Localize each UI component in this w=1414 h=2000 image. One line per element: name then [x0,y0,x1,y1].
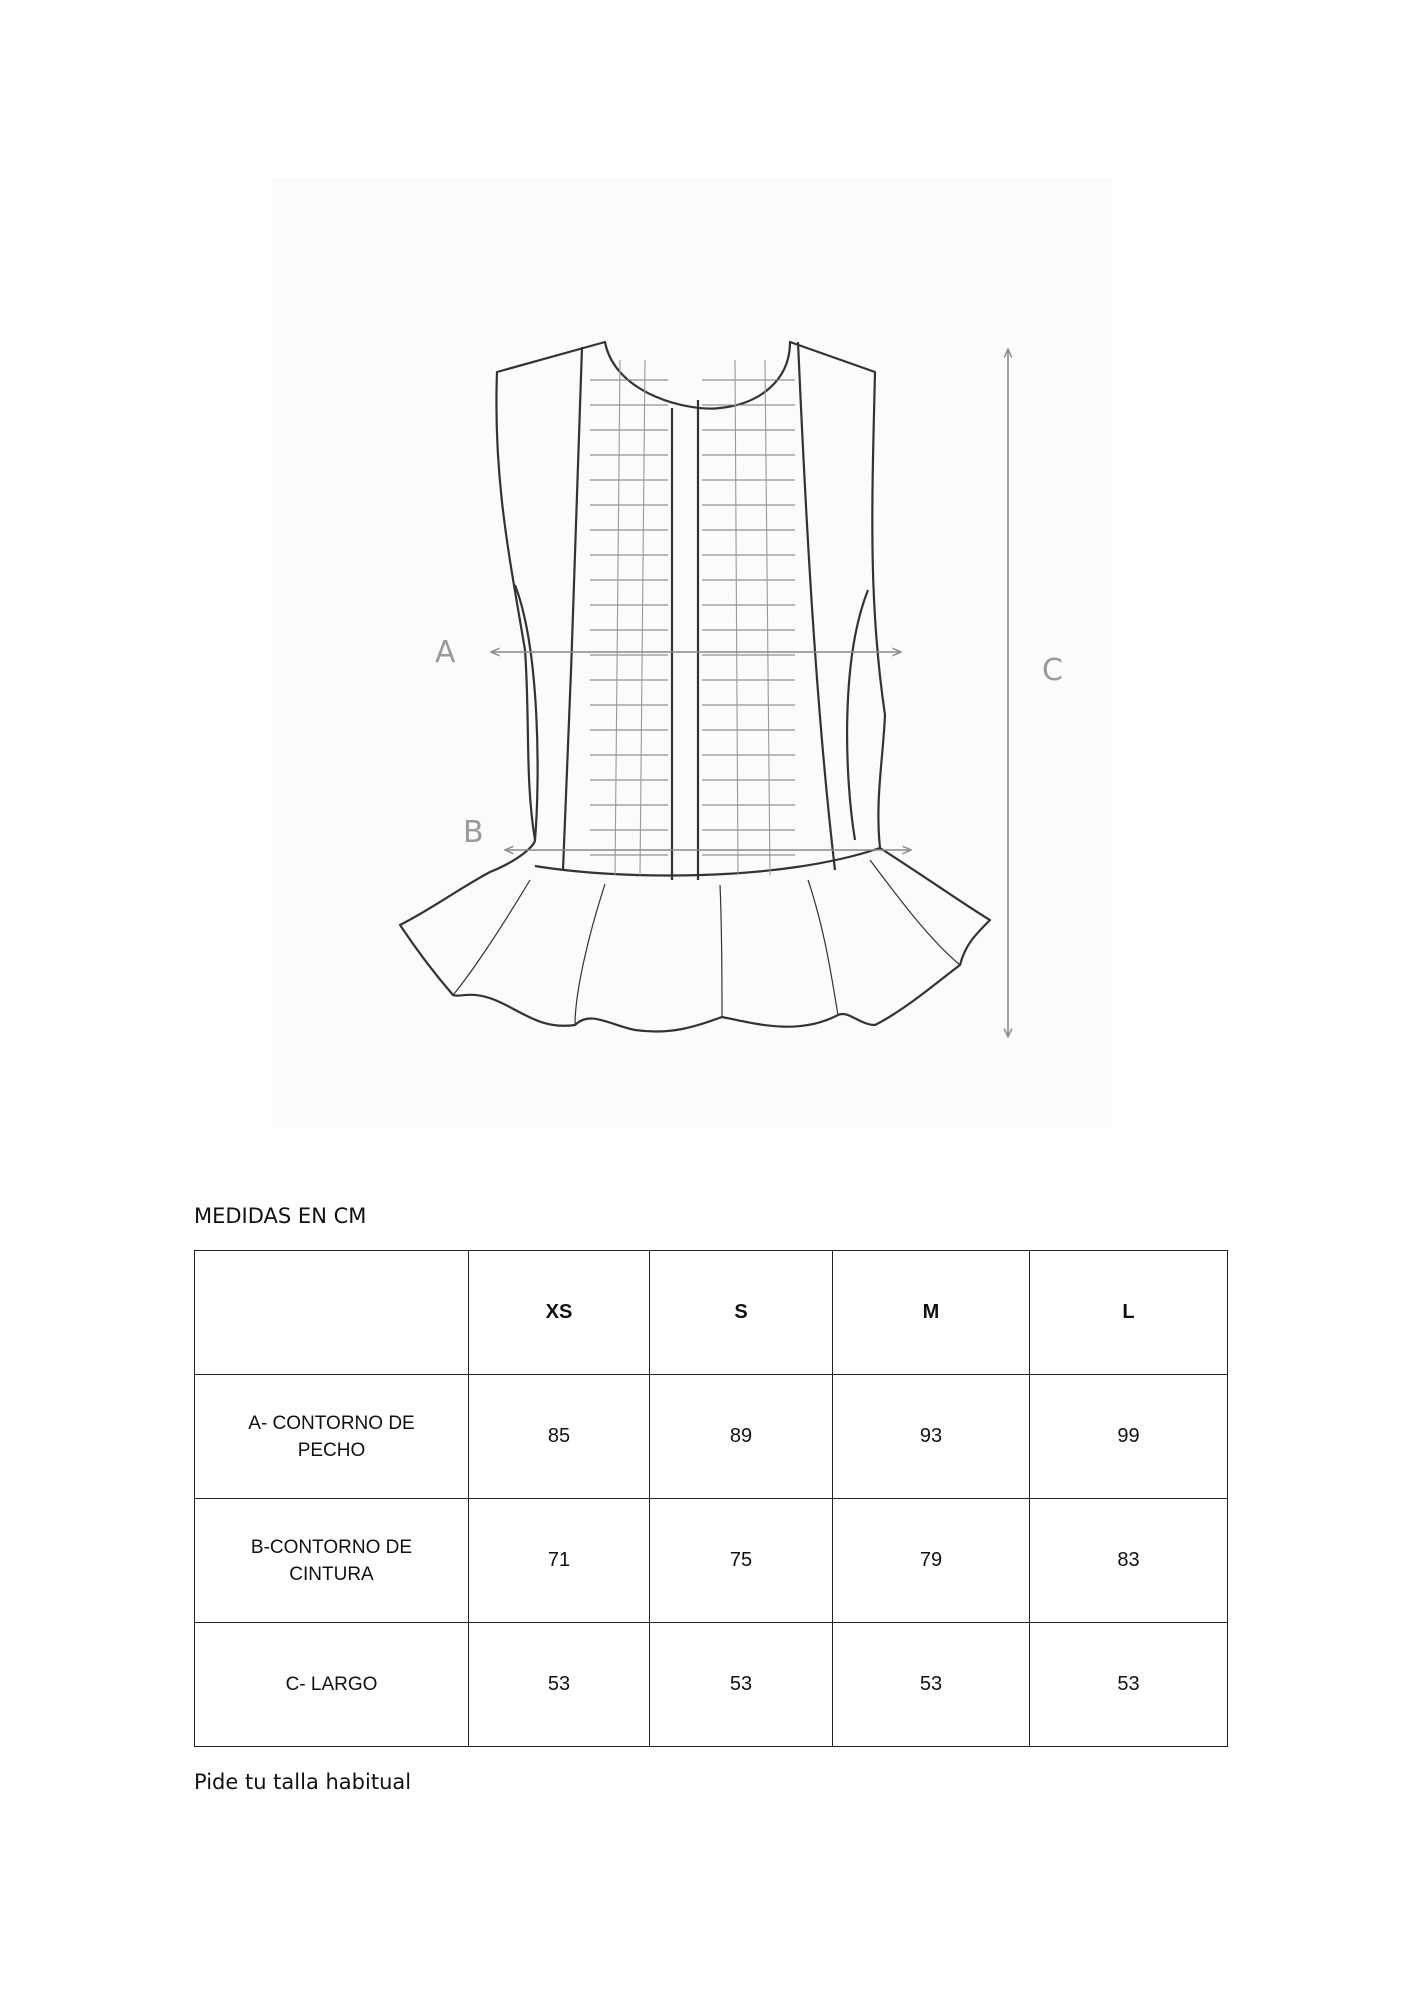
label-c: C [1042,653,1063,688]
measurements-heading: MEDIDAS EN CM [194,1204,367,1228]
header-cell-m: M [833,1251,1030,1375]
table-cell: 75 [650,1499,833,1623]
header-cell-l: L [1030,1251,1228,1375]
table-cell: 53 [1030,1623,1228,1747]
table-cell: 83 [1030,1499,1228,1623]
table-row [195,1375,1228,1499]
sketch-background [272,178,1112,1128]
size-table [194,1250,1228,1747]
table-header-row [195,1251,1228,1375]
header-cell-xs: XS [469,1251,650,1375]
label-b: B [463,815,484,850]
header-cell-s: S [650,1251,833,1375]
table-cell: 79 [833,1499,1030,1623]
table-cell: 71 [469,1499,650,1623]
table-cell: 99 [1030,1375,1228,1499]
table-cell: 53 [650,1623,833,1747]
table-cell: 53 [469,1623,650,1747]
table-cell: 93 [833,1375,1030,1499]
label-a: A [435,635,456,670]
row-label-length: C- LARGO [195,1623,469,1747]
row-label-waist: B-CONTORNO DE CINTURA [195,1499,469,1623]
header-cell-empty [195,1251,469,1375]
table-cell: 85 [469,1375,650,1499]
table-row [195,1623,1228,1747]
row-label-chest: A- CONTORNO DE PECHO [195,1375,469,1499]
size-advice-note: Pide tu talla habitual [194,1770,412,1794]
table-cell: 89 [650,1375,833,1499]
table-cell: 53 [833,1623,1030,1747]
table-row [195,1499,1228,1623]
